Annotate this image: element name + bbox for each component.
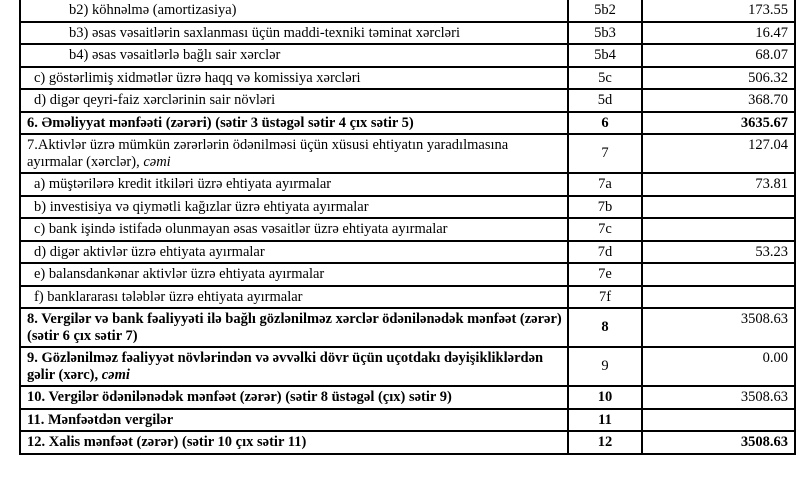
row-label: 11. Mənfəətdən vergilər	[27, 411, 174, 428]
row-label: f) banklararası tələblər üzrə ehtiyata ayırmalar	[34, 288, 303, 305]
row-label: c) bank işində istifadə olunmayan əsas vəsaitlər üzrə ehtiyata ayırmalar	[34, 221, 448, 237]
table-row	[20, 173, 795, 196]
row-label-cell	[20, 218, 568, 241]
row-code-cell: 7e	[568, 263, 642, 286]
row-code-cell: 7f	[568, 286, 642, 309]
row-value-cell: 3508.63	[642, 386, 795, 409]
row-code-cell: 5b2	[568, 0, 642, 22]
row-label-cell	[20, 308, 568, 347]
row-code-cell: 5c	[568, 67, 642, 90]
row-value-cell: 68.07	[642, 44, 795, 67]
row-code-cell: 11	[568, 409, 642, 432]
row-label: 10. Vergilər ödənilənədək mənfəət (zərər) (sətir 8 üstəgəl (çıx) sətir 9)	[27, 389, 452, 405]
row-label: b3) əsas vəsaitlərin saxlanması üçün maddi-texniki təminat xərcləri	[69, 24, 460, 41]
table-row	[20, 196, 795, 219]
table-row	[20, 286, 795, 309]
row-value-cell: 506.32	[642, 67, 795, 90]
row-label-italic-suffix: cəmi	[143, 153, 171, 170]
row-label-cell	[20, 286, 568, 309]
table-row	[20, 89, 795, 112]
row-label: e) balansdankənar aktivlər üzrə ehtiyata ayırmalar	[34, 266, 325, 282]
row-code-cell: 12	[568, 431, 642, 454]
table-row	[20, 431, 795, 454]
row-code-cell: 7b	[568, 196, 642, 219]
table-row	[20, 22, 795, 45]
row-label: 12. Xalis mənfəət (zərər) (sətir 10 çıx sətir 11)	[27, 434, 307, 450]
row-label-cell	[20, 22, 568, 45]
row-label-cell	[20, 173, 568, 196]
row-value-cell: 3508.63	[642, 308, 795, 347]
row-label-cell	[20, 89, 568, 112]
row-label-cell	[20, 112, 568, 135]
row-label: b) investisiya və qiymətli kağızlar üzrə ehtiyata ayırmalar	[34, 198, 369, 215]
row-label-cell	[20, 347, 568, 386]
row-value-cell: 0.00	[642, 347, 795, 386]
row-label: 9. Gözlənilməz fəaliyyət növlərindən və əvvəlki dövr üçün uçotdakı dəyişikliklərdən gəlir (xərc),	[27, 350, 544, 383]
row-value-cell	[642, 286, 795, 309]
table-row	[20, 241, 795, 264]
row-label-italic-suffix: cəmi	[101, 366, 130, 383]
row-value-cell: 3635.67	[642, 112, 795, 135]
row-label-cell	[20, 409, 568, 432]
row-code-cell: 5b3	[568, 22, 642, 45]
row-code-cell: 9	[568, 347, 642, 386]
row-code-cell: 7	[568, 134, 642, 173]
row-value-cell: 173.55	[642, 0, 795, 22]
row-label-cell	[20, 263, 568, 286]
row-value-cell: 368.70	[642, 89, 795, 112]
row-label-cell	[20, 241, 568, 264]
row-label: d) digər qeyri-faiz xərclərinin sair növləri	[34, 92, 276, 108]
row-label: 7.Aktivlər üzrə mümkün zərərlərin ödənilməsi üçün xüsusi ehtiyatın yaradılmasına ayırmalar (xərclər),	[27, 137, 509, 170]
row-code-cell: 8	[568, 308, 642, 347]
table-row	[20, 409, 795, 432]
table-row	[20, 218, 795, 241]
table-row	[20, 112, 795, 135]
row-value-cell: 16.47	[642, 22, 795, 45]
row-code-cell: 7a	[568, 173, 642, 196]
row-label-cell	[20, 196, 568, 219]
row-value-cell: 3508.63	[642, 431, 795, 454]
row-value-cell	[642, 263, 795, 286]
row-code-cell: 5b4	[568, 44, 642, 67]
row-code-cell: 5d	[568, 89, 642, 112]
table-row	[20, 308, 795, 347]
row-label-cell	[20, 67, 568, 90]
row-label: b4) əsas vəsaitlərlə bağlı sair xərclər	[69, 47, 281, 63]
row-label: d) digər aktivlər üzrə ehtiyata ayırmalar	[34, 243, 265, 260]
row-code-cell: 7c	[568, 218, 642, 241]
row-value-cell: 73.81	[642, 173, 795, 196]
row-code-cell: 7d	[568, 241, 642, 264]
table-row	[20, 347, 795, 386]
row-value-cell	[642, 218, 795, 241]
row-value-cell: 127.04	[642, 134, 795, 173]
row-label-cell	[20, 386, 568, 409]
row-label-cell	[20, 44, 568, 67]
row-value-cell	[642, 196, 795, 219]
row-code-cell: 6	[568, 112, 642, 135]
row-label: b2) köhnəlmə (amortizasiya)	[69, 2, 237, 18]
row-label-cell	[20, 0, 568, 22]
row-label-cell	[20, 431, 568, 454]
row-label: c) göstərlimiş xidmətlər üzrə haqq və komissiya xərcləri	[34, 69, 361, 86]
row-label: 8. Vergilər və bank fəaliyyəti ilə bağlı gözlənilməz xərclər ödənilənədək mənfəət (zərər) (sətir 6 çıx sətir 7)	[27, 311, 562, 344]
table-row	[20, 0, 795, 22]
row-label-cell	[20, 134, 568, 173]
income-statement-table	[19, 0, 796, 455]
table-body	[20, 0, 795, 454]
table-row	[20, 67, 795, 90]
row-value-cell	[642, 409, 795, 432]
table-row	[20, 44, 795, 67]
row-code-cell: 10	[568, 386, 642, 409]
table-row	[20, 263, 795, 286]
row-label: a) müştərilərə kredit itkiləri üzrə ehtiyata ayırmalar	[34, 176, 332, 192]
table-row	[20, 386, 795, 409]
table-row	[20, 134, 795, 173]
row-value-cell: 53.23	[642, 241, 795, 264]
row-label: 6. Əməliyyat mənfəəti (zərəri) (sətir 3 üstəgəl sətir 4 çıx sətir 5)	[27, 114, 414, 131]
